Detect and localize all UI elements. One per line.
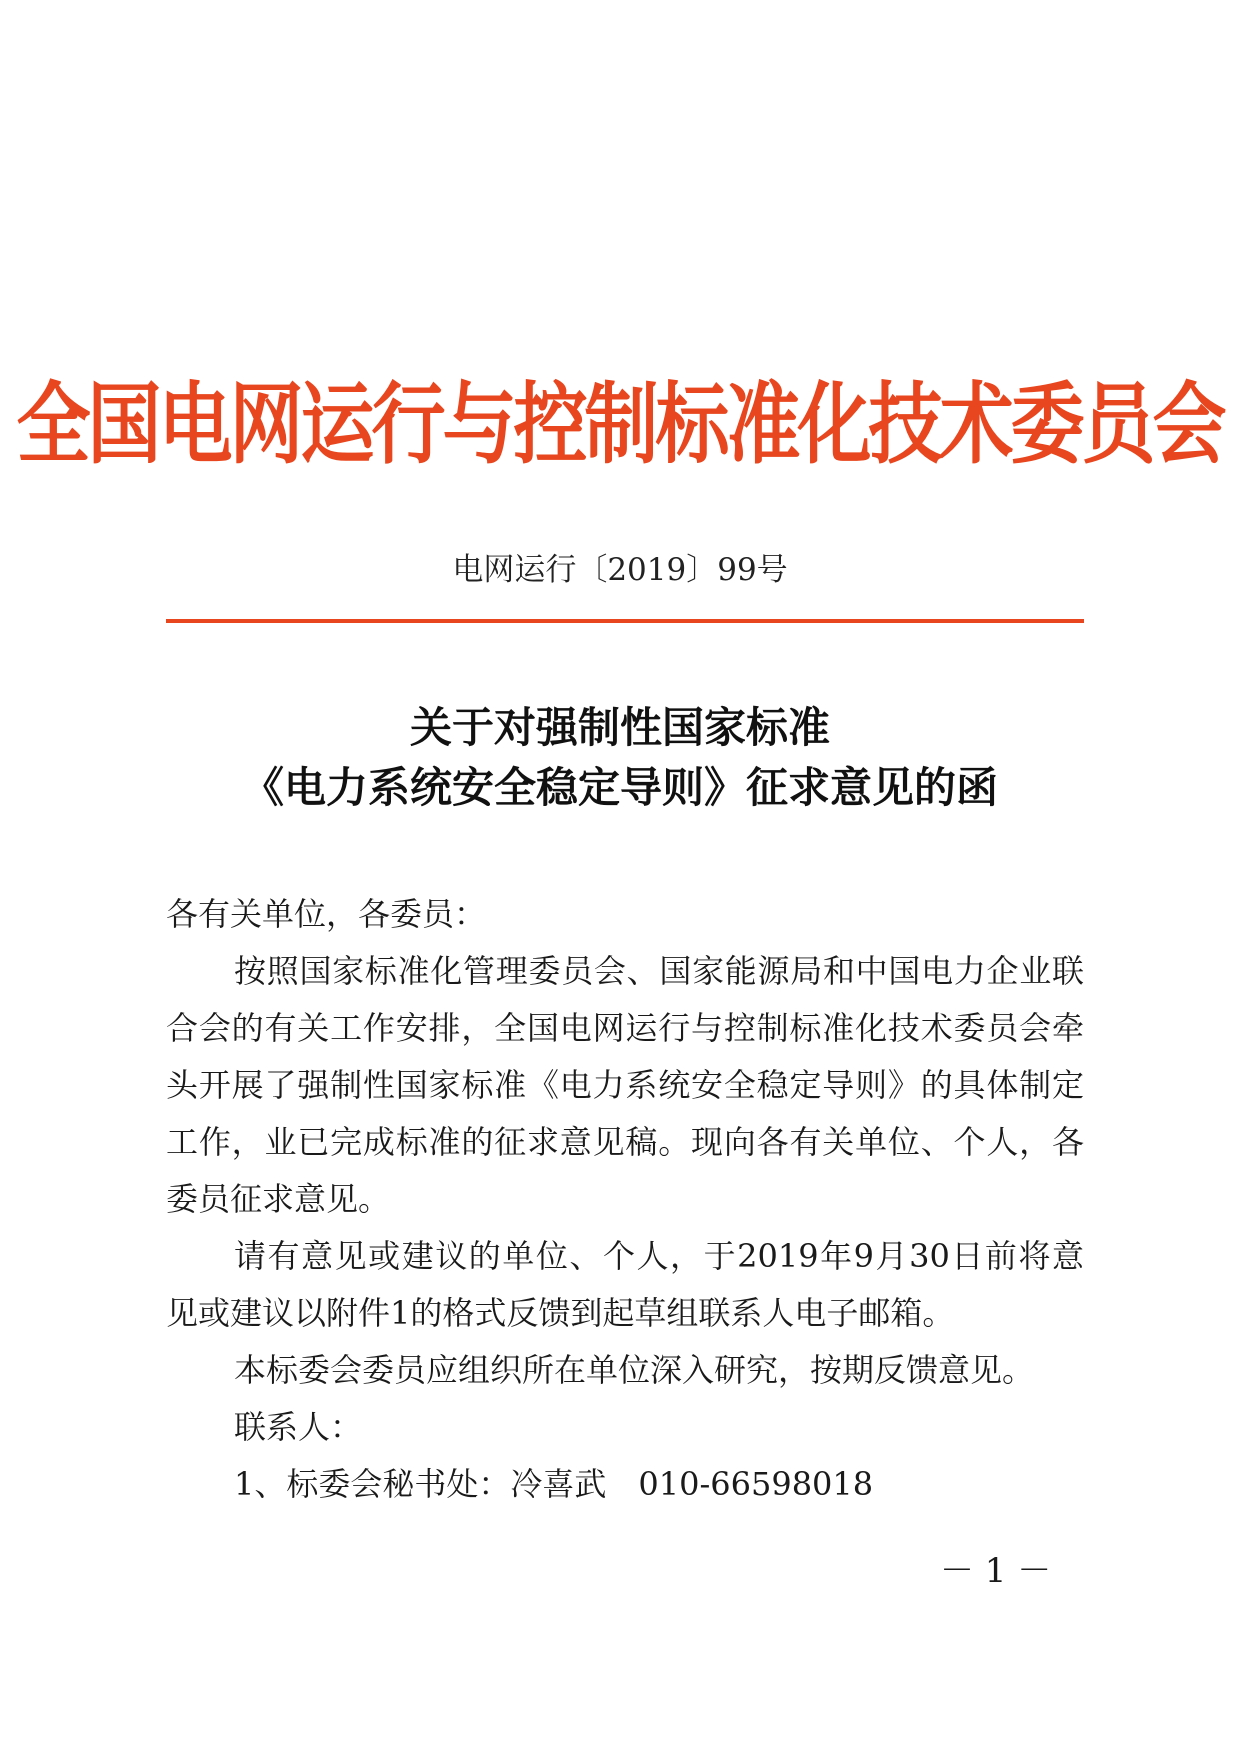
paragraph-2-line-2: 见或建议以附件1的格式反馈到起草组联系人电子邮箱。 xyxy=(166,1294,955,1332)
contact-item-1: 1、标委会秘书处：冷喜武 010-66598018 xyxy=(234,1465,874,1503)
paragraph-1-line-3: 头开展了强制性国家标准《电力系统安全稳定导则》的具体制定 xyxy=(166,1066,1084,1104)
red-divider-line xyxy=(166,619,1084,623)
organization-header: 全国电网运行与控制标准化技术委员会 xyxy=(16,373,1224,477)
document-number: 电网运行〔2019〕99号 xyxy=(452,552,788,588)
document-title xyxy=(0,698,1240,818)
paragraph-1-line-5: 委员征求意见。 xyxy=(166,1180,391,1218)
letter-body xyxy=(166,886,1084,1513)
paragraph-2-line-1: 请有意见或建议的单位、个人，于2019年9月30日前将意 xyxy=(234,1237,1084,1275)
paragraph-1-line-2: 合会的有关工作安排，全国电网运行与控制标准化技术委员会牵 xyxy=(166,1009,1084,1047)
paragraph-3: 本标委会委员应组织所在单位深入研究，按期反馈意见。 xyxy=(234,1351,1035,1389)
page-number: － 1 － xyxy=(940,1551,1052,1591)
salutation: 各有关单位，各委员： xyxy=(166,895,487,933)
paragraph-1-line-4: 工作，业已完成标准的征求意见稿。现向各有关单位、个人，各 xyxy=(166,1123,1084,1161)
title-line-2: 《电力系统安全稳定导则》征求意见的函 xyxy=(241,763,998,812)
contacts-label: 联系人： xyxy=(234,1408,363,1446)
title-line-1: 关于对强制性国家标准 xyxy=(409,703,830,752)
paragraph-1-line-1: 按照国家标准化管理委员会、国家能源局和中国电力企业联 xyxy=(234,952,1084,990)
